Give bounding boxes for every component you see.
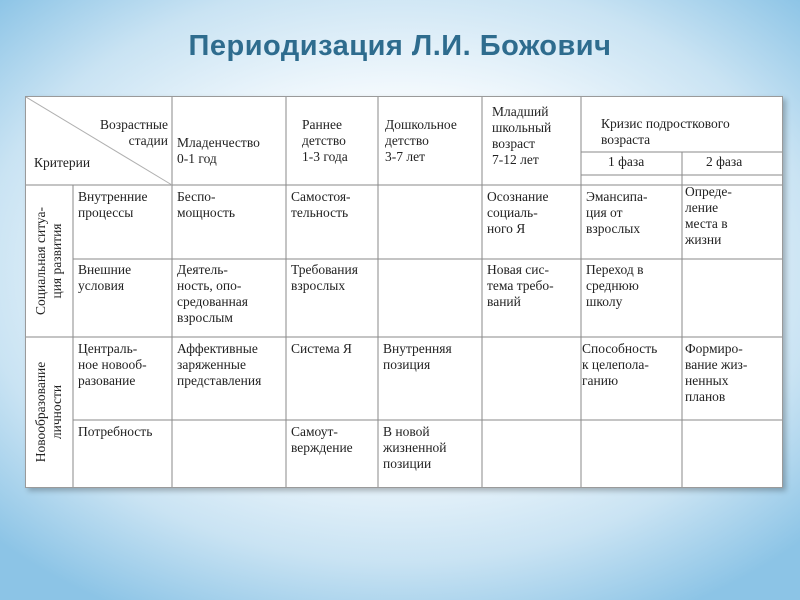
header-preschool: Дошкольное детство 3-7 лет (385, 117, 457, 164)
cell-external-junior: Новая сис- тема требо- ваний (487, 262, 554, 309)
header-phase-1: 1 фаза (608, 154, 645, 169)
header-junior-school: Младший школьный возраст 7-12 лет (492, 104, 552, 167)
cell-central-infancy: Аффективные заряженные представления (177, 341, 262, 388)
row-label-internal-processes: Внутренние процессы (78, 189, 148, 220)
cell-external-early: Требования взрослых (291, 262, 358, 293)
cell-external-infancy: Деятель- ность, опо- средованная взрослым (177, 262, 249, 325)
header-early-childhood: Раннее детство 1-3 года (302, 117, 348, 164)
cell-internal-junior: Осознание социаль- ного Я (487, 189, 549, 236)
page-title: Периодизация Л.И. Божович (188, 30, 612, 62)
group-social-situation: Социальная ситуа- ция развития (33, 207, 64, 316)
cell-central-phase1: Способность к целепола- ганию (582, 341, 658, 388)
cell-external-phase1: Переход в среднюю школу (586, 262, 644, 309)
cell-internal-phase2: Опреде- ление места в жизни (685, 184, 732, 247)
group-personality-neoformation: Новообразование личности (33, 361, 64, 463)
header-adolescent-crisis: Кризис подросткового возраста (601, 116, 730, 147)
cell-central-preschool: Внутренняя позиция (383, 341, 452, 372)
header-criteria: Критерии (34, 155, 91, 170)
header-phase-2: 2 фаза (706, 154, 743, 169)
cell-need-preschool: В новой жизненной позиции (383, 424, 447, 471)
row-label-external-conditions: Внешние условия (78, 262, 132, 293)
periodization-table (25, 96, 783, 488)
cell-need-early: Самоут- верждение (291, 424, 353, 455)
cell-internal-phase1: Эмансипа- ция от взрослых (586, 189, 648, 236)
row-label-central-neoformation: Централь- ное новооб- разование (78, 341, 147, 388)
header-stages: Возрастные стадии (99, 117, 168, 148)
cell-internal-infancy: Беспо- мощность (177, 189, 236, 220)
row-label-need: Потребность (78, 424, 153, 439)
cell-central-early: Система Я (291, 341, 352, 356)
cell-internal-early: Самостоя- тельность (291, 189, 351, 220)
cell-central-phase2: Формиро- вание жиз- ненных планов (685, 341, 748, 404)
header-infancy: Младенчество 0-1 год (177, 135, 260, 166)
